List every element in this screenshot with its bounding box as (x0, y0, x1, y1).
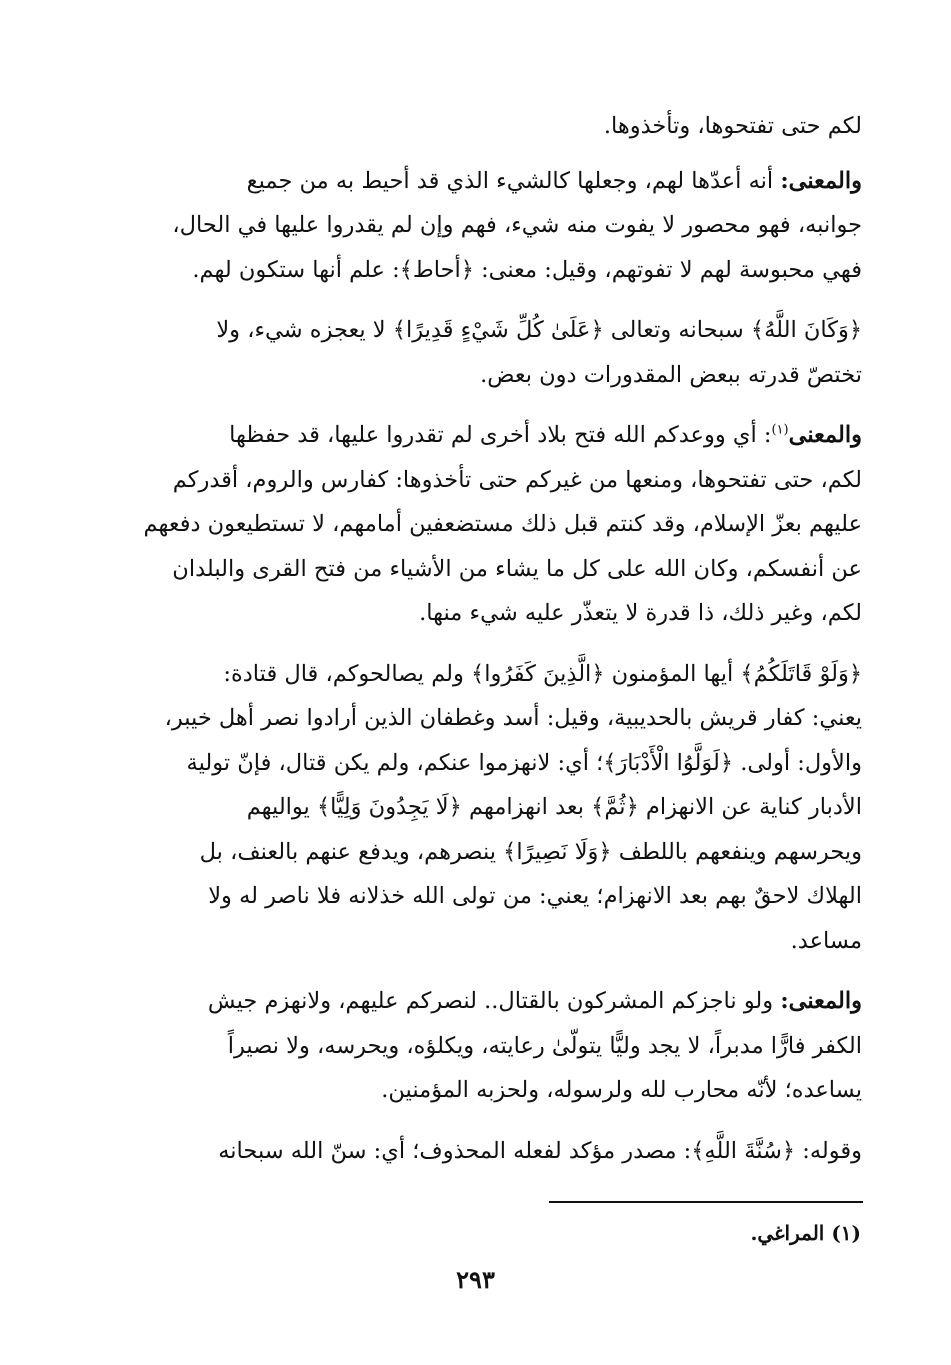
text-line: تختصّ قدرته ببعض المقدورات دون بعض. (480, 361, 862, 388)
text-line: مساعد. (790, 927, 862, 954)
text-line: لكم حتى تفتحوها، وتأخذوها. (603, 113, 862, 139)
keyword-almaana: والمعنى (788, 422, 862, 448)
text-line: والأول: أولى. ﴿لَوَلَّوُا الْأَدْبَارَ﴾؛ أي: لانهزموا عنكم، ولم يكن قتال، فإنّ تولية (186, 749, 862, 776)
text-line: عن أنفسكم، وكان الله على كل ما يشاء من الأشياء من فتح القرى والبلدان (172, 555, 862, 582)
text-line: ﴿وَلَوْ قَاتَلَكُمُ﴾ أيها المؤمنون ﴿الَّذِينَ كَفَرُوا﴾ ولم يصالحوكم، قال قتادة: (223, 660, 862, 687)
text-line (100, 979, 862, 1024)
text-line: عليهم بعزّ الإسلام، وقد كنتم قبل ذلك مستضعفين أمامهم، لا تستطيعون دفعهم (143, 511, 862, 537)
text-line: لكم، وغير ذلك، ذا قدرة لا يتعذّر عليه شيء منها. (419, 600, 862, 626)
text-line: وقوله: ﴿سُنَّةَ اللَّهِ﴾: مصدر مؤكد لفعله المحذوف؛ أي: سنّ الله سبحانه (218, 1137, 862, 1164)
text-line: الهلاك لاحقٌ بهم بعد الانهزام؛ يعني: من تولى الله خذلانه فلا ناصر له ولا (208, 883, 862, 909)
footnote: (١) المراغي. (750, 1221, 861, 1245)
text-line: ﴿وَكَانَ اللَّهُ﴾ سبحانه وتعالى ﴿عَلَىٰ كُلِّ شَيْءٍ قَدِيرًا﴾ لا يعجزه شيء، ولا (216, 317, 862, 343)
text-line (100, 159, 862, 204)
paragraph-3 (100, 308, 862, 397)
keyword-almaana: والمعنى: (780, 167, 862, 194)
text-line: يعني: كفار قريش بالحديبية، وقيل: أسد وغطفان الذين أرادوا نصر أهل خيبر، (164, 705, 862, 731)
footnote-separator (549, 1201, 863, 1203)
line-text: ولو ناجزكم المشركون بالقتال.. لنصركم عليهم، ولانهزم جيش (207, 988, 781, 1014)
paragraph-2 (100, 159, 862, 293)
text-line (100, 413, 862, 458)
paragraph-7 (100, 1129, 862, 1174)
page-body (100, 104, 862, 1189)
text-line: الكفر فارًّا مدبراً، لا يجد وليًّا يتولّىٰ رعايته، ويكلؤه، ويحرسه، ولا نصيراً (227, 1032, 862, 1059)
paragraph-4 (100, 413, 862, 636)
text-line: الأدبار كناية عن الانهزام ﴿ثُمَّ﴾ بعد انهزامهم ﴿لَا يَجِدُونَ وَلِيًّا﴾ يواليهم (246, 794, 862, 820)
paragraph-5 (100, 652, 862, 964)
text-line: جوانبه، فهو محصور لا يفوت منه شيء، فهم وإن لم يقدروا عليها في الحال، (172, 212, 862, 238)
keyword-almaana: والمعنى: (780, 988, 862, 1014)
text-line: يساعده؛ لأنّه محارب لله ولرسوله، ولحزبه المؤمنين. (381, 1077, 862, 1103)
paragraph-1 (100, 104, 862, 149)
text-line: لكم، حتى تفتحوها، ومنعها من غيركم حتى تأخذوها: كفارس والروم، أقدركم (172, 466, 862, 493)
footnote-marker: (١) (771, 422, 789, 438)
page-number: ٢٩٣ (456, 1265, 495, 1294)
text-line: فهي محبوسة لهم لا تفوتهم، وقيل: معنى: ﴿أحاط﴾: علم أنها ستكون لهم. (192, 256, 862, 283)
paragraph-6 (100, 979, 862, 1113)
line-text: : أي ووعدكم الله فتح بلاد أخرى لم تقدروا عليها، قد حفظها (229, 422, 772, 448)
line-text: أنه أعدّها لهم، وجعلها كالشيء الذي قد أحيط به من جميع (246, 167, 781, 194)
text-line: ويحرسهم وينفعهم باللطف ﴿وَلَا نَصِيرًا﴾ ينصرهم، ويدفع عنهم بالعنف، بل (199, 838, 862, 865)
